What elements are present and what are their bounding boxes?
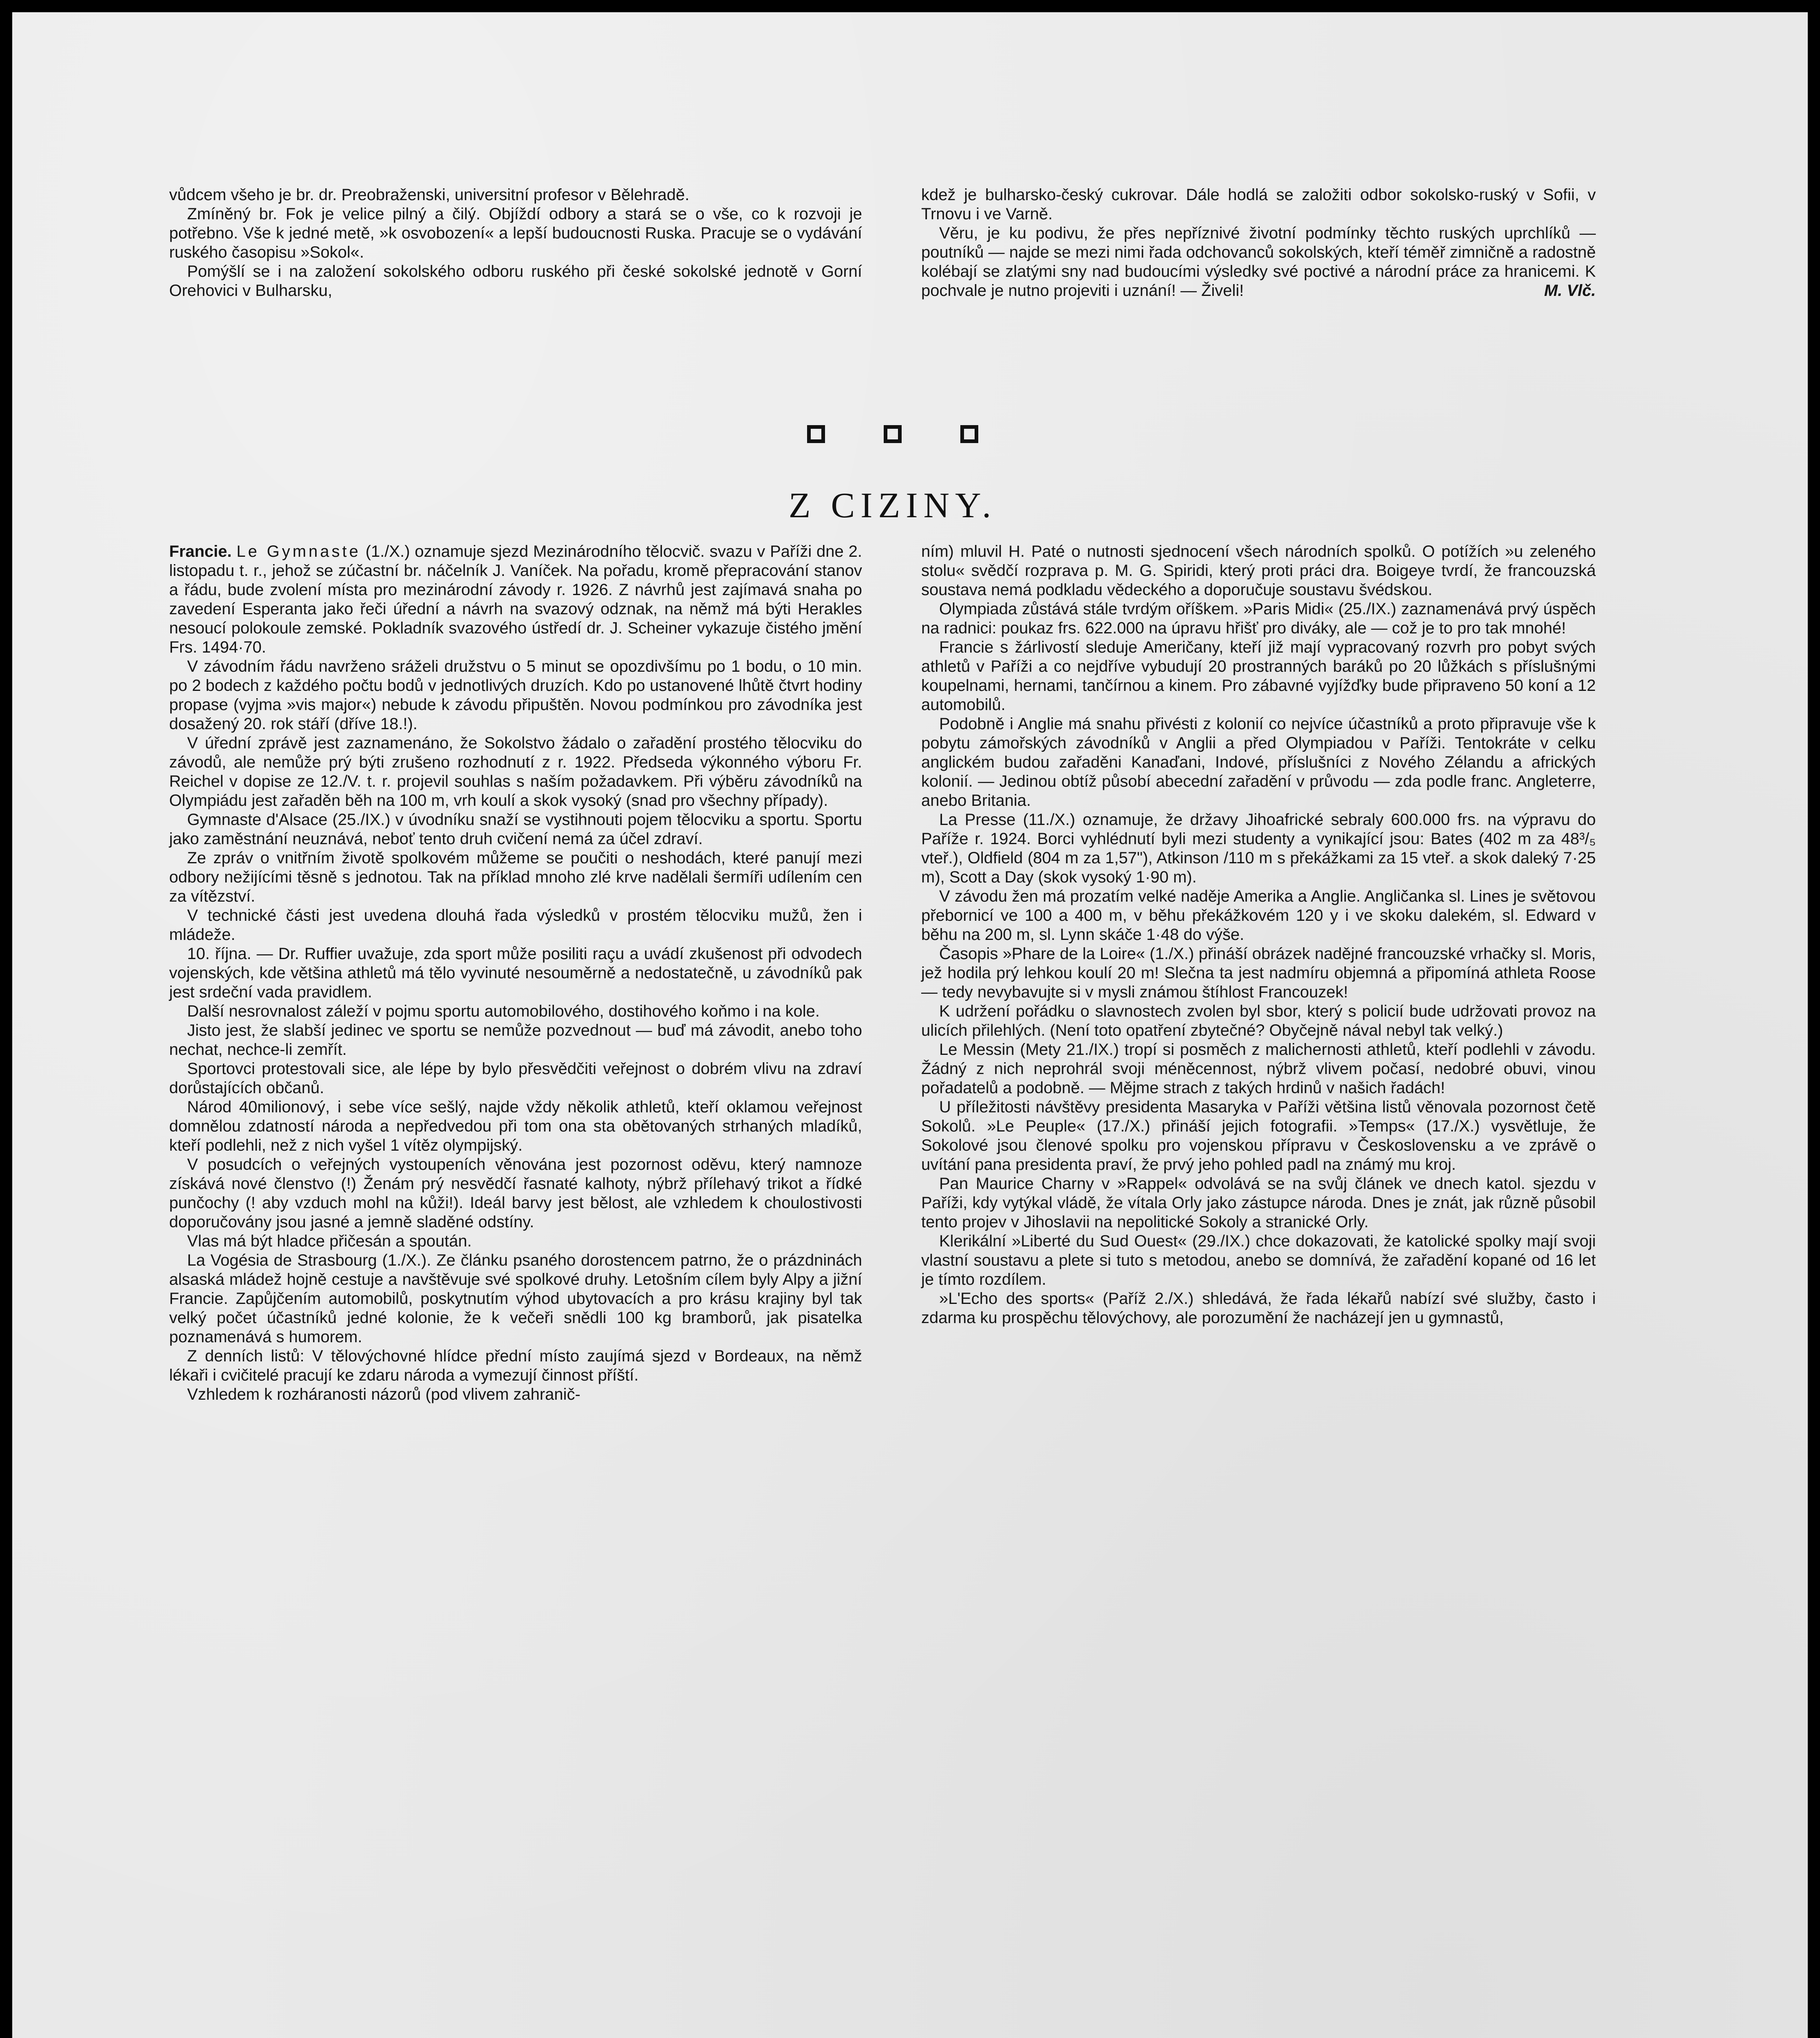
main-right-paragraph: »L'Echo des sports« (Paříž 2./X.) shledává, že řada lékařů nabízí své služby, často i zdarma ku prospěchu tělovýchovy, ale porozumění že nacházejí jen u gymnastů, [921, 1290, 1596, 1327]
main-right-column [921, 542, 1596, 1328]
top-left-paragraph: vůdcem všeho je br. dr. Preobraženski, universitní profesor v Bělehradě. [169, 186, 690, 204]
main-left-paragraph: V úřední zprávě jest zaznamenáno, že Sokolstvo žádalo o zařadění prostého tělocviku do závodů, ale nemůže prý býti zrušeno rozhodnutí z r. 1922. Předseda výkonného výboru Fr. Reichel v dopise ze 12./V. t. r. projevil souhlas s naším požadavkem. Při výběru závodníků na Olympiádu jest zařaděn běh na 100 m, vrh koulí a skok vysoký (snad pro všechny případy). [169, 734, 862, 809]
country-heading: Francie. [169, 543, 232, 560]
main-right-paragraph: Olympiada zůstává stále tvrdým oříškem. »Paris Midi« (25./IX.) zaznamenává prvý úspěch na radnici: poukaz frs. 622.000 na úpravu hřišť pro diváky, ale — což je to pro tak mnohé! [921, 600, 1596, 637]
main-right-paragraph: Podobně i Anglie má snahu přivésti z kolonií co nejvíce účastníků a proto připravuje vše k pobytu zámořských závodníků v Anglii a před Olympiadou v Paříži. Tentokráte v celku anglickém budou zařaděni Kanaďani, Indové, příslušníci z Nového Zélandu a afrických kolonií. — Jedinou obtíž působí abecední zařadění v průvodu — zda podle franc. Angleterre, anebo Britania. [921, 715, 1596, 809]
main-right-paragraph: La Presse (11./X.) oznamuje, že državy Jihoafrické sebraly 600.000 frs. na výpravu do Paříže r. 1924. Borci vyhlédnutí byli mezi studenty a vynikající jsou: Bates (402 m za 48³/₅ vteř.), Oldfield (804 m za 1,57"), Atkinson /110 m s překážkami za 15 vteř. a skok daleký 7·25 m), Scott a Day (skok vysoký 1·90 m). [921, 811, 1596, 886]
section-divider-ornament [807, 420, 978, 448]
top-right-paragraph [921, 224, 1596, 300]
main-left-paragraph: Vlas má být hladce přičesán a spoután. [187, 1232, 472, 1250]
main-right-paragraph: Klerikální »Liberté du Sud Ouest« (29./IX.) chce dokazovati, že katolické spolky mají svoji vlastní soustavu a plete si tuto s metodou, anebo se domnívá, že zařadění kopané od 16 let je tímto rozdílem. [921, 1232, 1596, 1288]
main-left-paragraph: Další nesrovnalost záleží v pojmu sportu automobilového, dostihového koňmo i na kole. [187, 1002, 820, 1020]
top-left-paragraph: Zmíněný br. Fok je velice pilný a čilý. Objíždí odbory a stará se o vše, co k rozvoji je potřebno. Vše k jedné metě, »k osvobození« a lepší budoucnosti Ruska. Pracuje se o vydávání ruského časopisu »Sokol«. [169, 205, 862, 261]
main-right-paragraph: ním) mluvil H. Paté o nutnosti sjednocení všech národních spolků. O potížích »u zeleného stolu« svědčí rozprava p. M. G. Spiridi, který proti práci dra. Boigeye tvrdí, že francouzská soustava nemá podkladu vědeckého a doporučuje soustavu švédskou. [921, 543, 1596, 599]
main-left-paragraph: Národ 40milionový, i sebe více sešlý, najde vždy několik athletů, kteří oklamou veřejnost domnělou zdatností národa a nepředvedou při tom ona sta obětovaných strhaných mladíků, kteří podlehli, než z nich vyšel 1 vítěz olympijský. [169, 1098, 862, 1154]
main-left-paragraph: Ze zpráv o vnitřním životě spolkovém můžeme se poučiti o neshodách, které panují mezi odbory nežijícími těsně s jednotou. Tak na příklad mnoho zlé krve nadělali šermíři udílením cen za vítězství. [169, 849, 862, 905]
main-left-paragraph: Jisto jest, že slabší jedinec ve sportu se nemůže pozvednout — buď má závodit, anebo toho nechat, nechce-li zemřít. [169, 1021, 862, 1059]
main-right-paragraph: K udržení pořádku o slavnostech zvolen byl sbor, který s policií bude udržovati provoz na ulicích přilehlých. (Není toto opatření zbytečné? Obyčejně nával nebyl tak velký.) [921, 1002, 1596, 1039]
main-right-paragraph: Le Messin (Mety 21./IX.) tropí si posměch z malichernosti athletů, kteří podlehli v závodu. Žádný z nich neprohrál svoji méněcennost, nýbrž vlivem počasí, nedobré obuvi, vinou pořadatelů a podobně. — Mějme strach z takých hrdinů v našich řadách! [921, 1041, 1596, 1097]
main-left-paragraph: Gymnaste d'Alsace (25./IX.) v úvodníku snaží se vystihnouti pojem tělocviku a sportu. Sportu jako zaměstnání neuznává, neboť tento druh cvičení nemá za účel zdraví. [169, 811, 862, 848]
top-right-paragraph-text: Věru, je ku podivu, že přes nepříznivé životní podmínky těchto ruských uprchlíků — poutníků — najde se mezi nimi řada odchovanců sokolských, kteří téměř zimničně a radostně kolébají se zlatými sny nad budoucími výsledky své poctivé a národní práce za hranicemi. K pochvale je nutno projeviti i uznání! — Živeli! [921, 224, 1596, 300]
main-right-paragraph: Francie s žárlivostí sleduje Američany, kteří již mají vypracovaný rozvrh pro pobyt svých athletů v Paříži a co nejdříve vybudují 20 prostranných baráků po 20 lůžkách s příslušnými koupelnami, hernami, tančírnou a kinem. Pro zábavné vyjížďky bude připraveno 50 koní a 12 automobilů. [921, 638, 1596, 714]
main-left-lead-paragraph [169, 542, 862, 657]
main-left-paragraph: La Vogésia de Strasbourg (1./X.). Ze článku psaného dorostencem patrno, že o prázdninách alsaská mládež hojně cestuje a navštěvuje své spolkové druhy. Letošním cílem byly Alpy a jižní Francie. Zapůjčením automobilů, poskytnutím výhod ubytovacích a pro krásu krajiny byl tak velký počet účastníků jedné kolonie, že k večeři snědli 100 kg bramborů, jak pisatelka poznamenává s humorem. [169, 1251, 862, 1346]
square-ornament-icon [884, 425, 902, 443]
main-left-paragraph: V technické části jest uvedena dlouhá řada výsledků v prostém tělocviku mužů, žen i mládeže. [169, 907, 862, 944]
main-right-paragraph: Časopis »Phare de la Loire« (1./X.) přináší obrázek nadějné francouzské vrhačky sl. Moris, jež hodila prý lehkou koulí 20 m! Slečna ta jest nadmíru objemná a připomíná athleta Roose — tedy nevybavujte si v mysli známou štíhlost Francouzek! [921, 945, 1596, 1001]
square-ornament-icon [807, 425, 825, 443]
main-left-paragraph: V posudcích o veřejných vystoupeních věnována jest pozornost oděvu, který namnoze získává nové členstvo (!) Ženám prý nesvědčí řasnaté kalhoty, nýbrž přílehavý trikot a řídké punčochy (! aby vzduch mohl na kůži!). Ideál barvy jest bělost, ale vzhledem k choulostivosti doporučovány jsou jasné a jemně sladěné odstíny. [169, 1156, 862, 1231]
main-right-paragraph: U příležitosti návštěvy presidenta Masaryka v Paříži většina listů věnovala pozornost četě Sokolů. »Le Peuple« (17./X.) přináší jejich fotografii. »Temps« (17./X.) vysvětluje, že Sokolové jsou členové spolku pro vojenskou přípravu v Československu a ve zprávě o uvítání pana presidenta praví, že prvý jeho pohled padl na známý mu kroj. [921, 1098, 1596, 1173]
lead-paragraph-text: (1./X.) oznamuje sjezd Mezinárodního tělocvič. svazu v Paříži dne 2. listopadu t. r., jehož se zúčastní br. náčelník J. Vaníček. Na pořadu, kromě přepracování stanov a řádu, bude zvolení místa pro mezinárodní závody r. 1926. Z návrhů jest zajímavá snaha po zavedení Esperanta jako řeči úřední a návrh na svazový odznak, na němž má býti Herakles nesoucí polokoule zemské. Pokladník svazového ústředí dr. J. Scheiner vykazuje čistého jmění Frs. 1494·70. [169, 543, 863, 656]
main-left-column [169, 542, 862, 1404]
main-left-paragraph: 10. října. — Dr. Ruffier uvažuje, zda sport může posiliti raçu a uvádí zkušenost při odvodech vojenských, kde většina athletů má tělo vyvinuté nesouměrně a nedostatečně, u závodníků pak jest srdeční vada pravidlem. [169, 945, 862, 1001]
main-left-paragraph: V závodním řádu navrženo sráželi družstvu o 5 minut se opozdivšímu po 1 bodu, o 10 min. po 2 bodech z každého počtu bodů v jednotlivých druzích. Kdo po ustanovené lhůtě čtvrt hodiny propase (vyjma »vis major«) nebude k závodu připuštěn. Novou podmínkou pro závodníka jest dosažený 20. rok stáří (dříve 18.!). [169, 657, 862, 733]
top-right-column [921, 185, 1596, 300]
top-left-paragraph: Pomýšlí se i na založení sokolského odboru ruského při české sokolské jednotě v Gorní Orehovici v Bulharsku, [169, 262, 862, 300]
main-left-paragraph: Sportovci protestovali sice, ale lépe by bylo přesvědčiti veřejnost o dobrém vlivu na zdraví dorůstajících občanů. [169, 1060, 862, 1097]
source-name: Le Gymnaste [236, 543, 361, 560]
main-left-paragraph: Z denních listů: V tělovýchovné hlídce přední místo zaujímá sjezd v Bordeaux, na němž lékaři i cvičitelé pracují ke zdaru národa a vymezují činnost příští. [169, 1347, 862, 1384]
top-right-paragraph: kdež je bulharsko-český cukrovar. Dále hodlá se založiti odbor sokolsko-ruský v Sofii, v Trnovu i ve Varně. [921, 186, 1596, 223]
scanned-page [12, 12, 1808, 2038]
square-ornament-icon [960, 425, 978, 443]
top-left-column [169, 185, 862, 300]
author-signature: M. Vlč. [1544, 282, 1596, 300]
main-right-paragraph: Pan Maurice Charny v »Rappel« odvolává se na svůj článek ve dnech katol. sjezdu v Paříži, kdy vytýkal vládě, že vítala Orly jako zástupce národa. Dnes je znát, jak různě působil tento projev v Jihoslavii na nepolitické Sokoly a stranické Orly. [921, 1175, 1596, 1231]
main-right-paragraph: V závodu žen má prozatím velké naděje Amerika a Anglie. Angličanka sl. Lines je světovou přebornicí ve 100 a 400 m, v běhu překážkovém 120 y i ve skoku dalekém, sl. Edward v běhu na 200 m, sl. Lynn skáče 1·48 do výše. [921, 887, 1596, 944]
section-title: Z CIZINY. [788, 486, 997, 525]
main-left-paragraph: Vzhledem k rozháranosti názorů (pod vlivem zahranič- [187, 1385, 580, 1403]
